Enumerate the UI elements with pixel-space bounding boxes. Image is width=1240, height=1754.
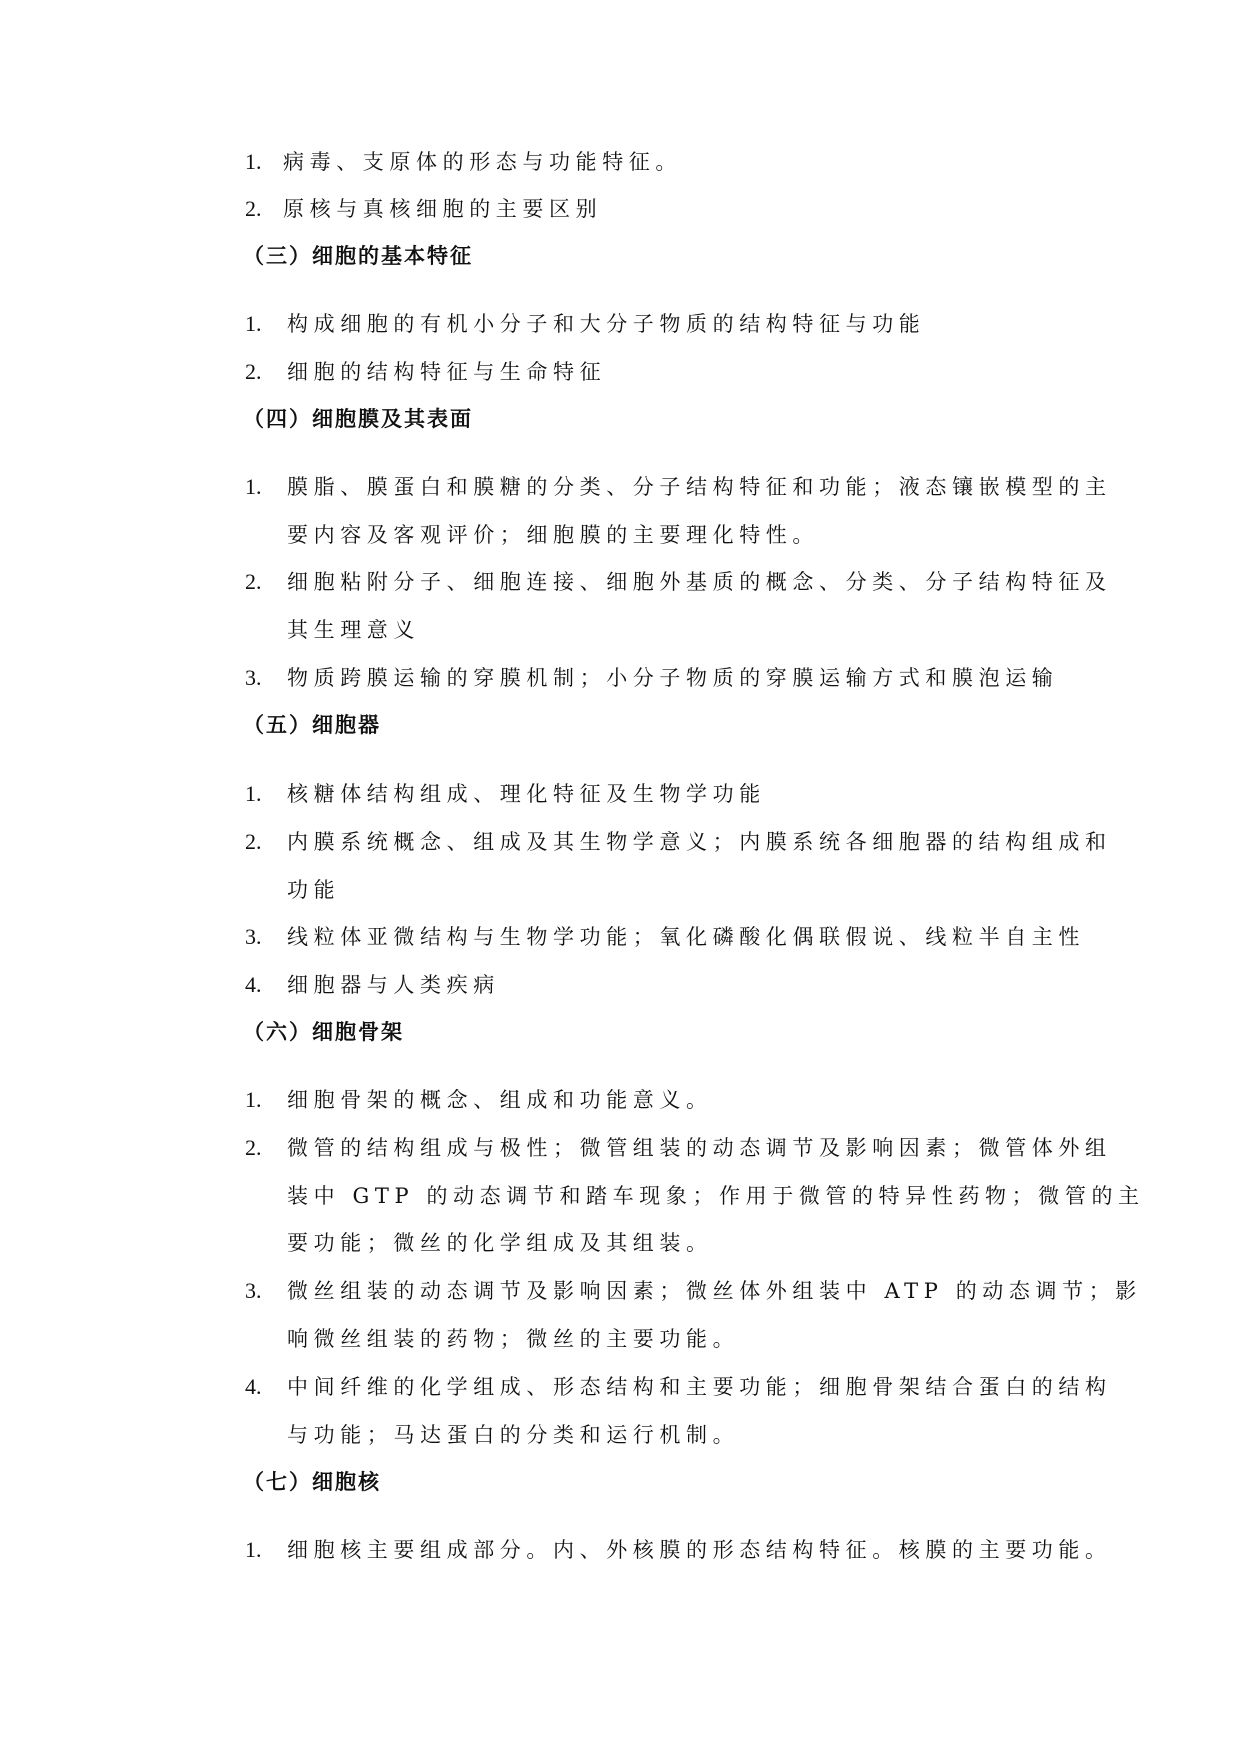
list-item-text: 功能 (287, 877, 341, 902)
list-item-text: 微丝组装的动态调节及影响因素；微丝体外组装中 ATP 的动态调节；影 (287, 1279, 1142, 1303)
list-item-text: 要内容及客观评价；细胞膜的主要理化特性。 (287, 522, 819, 547)
list-item-number: 3. (245, 924, 262, 949)
list-item-number: 4. (245, 1374, 262, 1399)
list-item-text: 病毒、支原体的形态与功能特征。 (283, 150, 682, 174)
list-item-number: 3. (245, 665, 262, 690)
list-item-text: 中间纤维的化学组成、形态结构和主要功能；细胞骨架结合蛋白的结构 (287, 1375, 1112, 1399)
section-heading: （七）细胞核 (243, 1470, 381, 1494)
list-item-number: 2. (245, 359, 262, 384)
list-item-text: 核糖体结构组成、理化特征及生物学功能 (287, 782, 766, 806)
list-item-text: 细胞器与人类疾病 (287, 973, 500, 997)
list-item-text: 细胞核主要组成部分。内、外核膜的形态结构特征。核膜的主要功能。 (287, 1538, 1112, 1562)
list-item-number: 3. (245, 1278, 262, 1303)
list-item-text: 物质跨膜运输的穿膜机制；小分子物质的穿膜运输方式和膜泡运输 (287, 666, 1059, 690)
list-item-number: 1. (245, 474, 262, 499)
list-item-text: 内膜系统概念、组成及其生物学意义；内膜系统各细胞器的结构组成和 (287, 830, 1112, 854)
list-item-text: 要功能；微丝的化学组成及其组装。 (287, 1231, 713, 1255)
section-heading: （四）细胞膜及其表面 (243, 407, 473, 431)
list-item-text: 原核与真核细胞的主要区别 (283, 197, 603, 221)
list-item-number: 2. (245, 829, 262, 854)
list-item-text: 细胞的结构特征与生命特征 (287, 360, 607, 384)
list-item-text: 装中 GTP 的动态调节和踏车现象；作用于微管的特异性药物；微管的主 (287, 1183, 1145, 1208)
list-item-text: 与功能；马达蛋白的分类和运行机制。 (287, 1422, 740, 1447)
list-item-number: 2. (245, 1135, 262, 1160)
list-item-number: 1. (245, 781, 262, 806)
list-item-text: 膜脂、膜蛋白和膜糖的分类、分子结构特征和功能；液态镶嵌模型的主 (287, 475, 1112, 499)
list-item-text: 线粒体亚微结构与生物学功能；氧化磷酸化偶联假说、线粒半自主性 (287, 925, 1085, 949)
list-item-text: 响微丝组装的药物；微丝的主要功能。 (287, 1326, 740, 1351)
list-item-number: 1. (245, 311, 262, 336)
list-item-text: 细胞骨架的概念、组成和功能意义。 (287, 1088, 713, 1112)
list-item-number: 1. (245, 149, 262, 174)
list-item-text: 构成细胞的有机小分子和大分子物质的结构特征与功能 (287, 312, 926, 336)
list-item-text: 细胞粘附分子、细胞连接、细胞外基质的概念、分类、分子结构特征及 (287, 570, 1112, 594)
section-heading: （三）细胞的基本特征 (243, 244, 473, 268)
list-item-number: 1. (245, 1087, 262, 1112)
list-item-number: 1. (245, 1537, 262, 1562)
section-heading: （六）细胞骨架 (243, 1020, 404, 1044)
list-item-text: 微管的结构组成与极性；微管组装的动态调节及影响因素；微管体外组 (287, 1136, 1112, 1160)
section-heading: （五）细胞器 (243, 713, 381, 737)
list-item-number: 2. (245, 569, 262, 594)
list-item-number: 4. (245, 972, 262, 997)
list-item-number: 2. (245, 196, 262, 221)
list-item-text: 其生理意义 (287, 617, 420, 642)
